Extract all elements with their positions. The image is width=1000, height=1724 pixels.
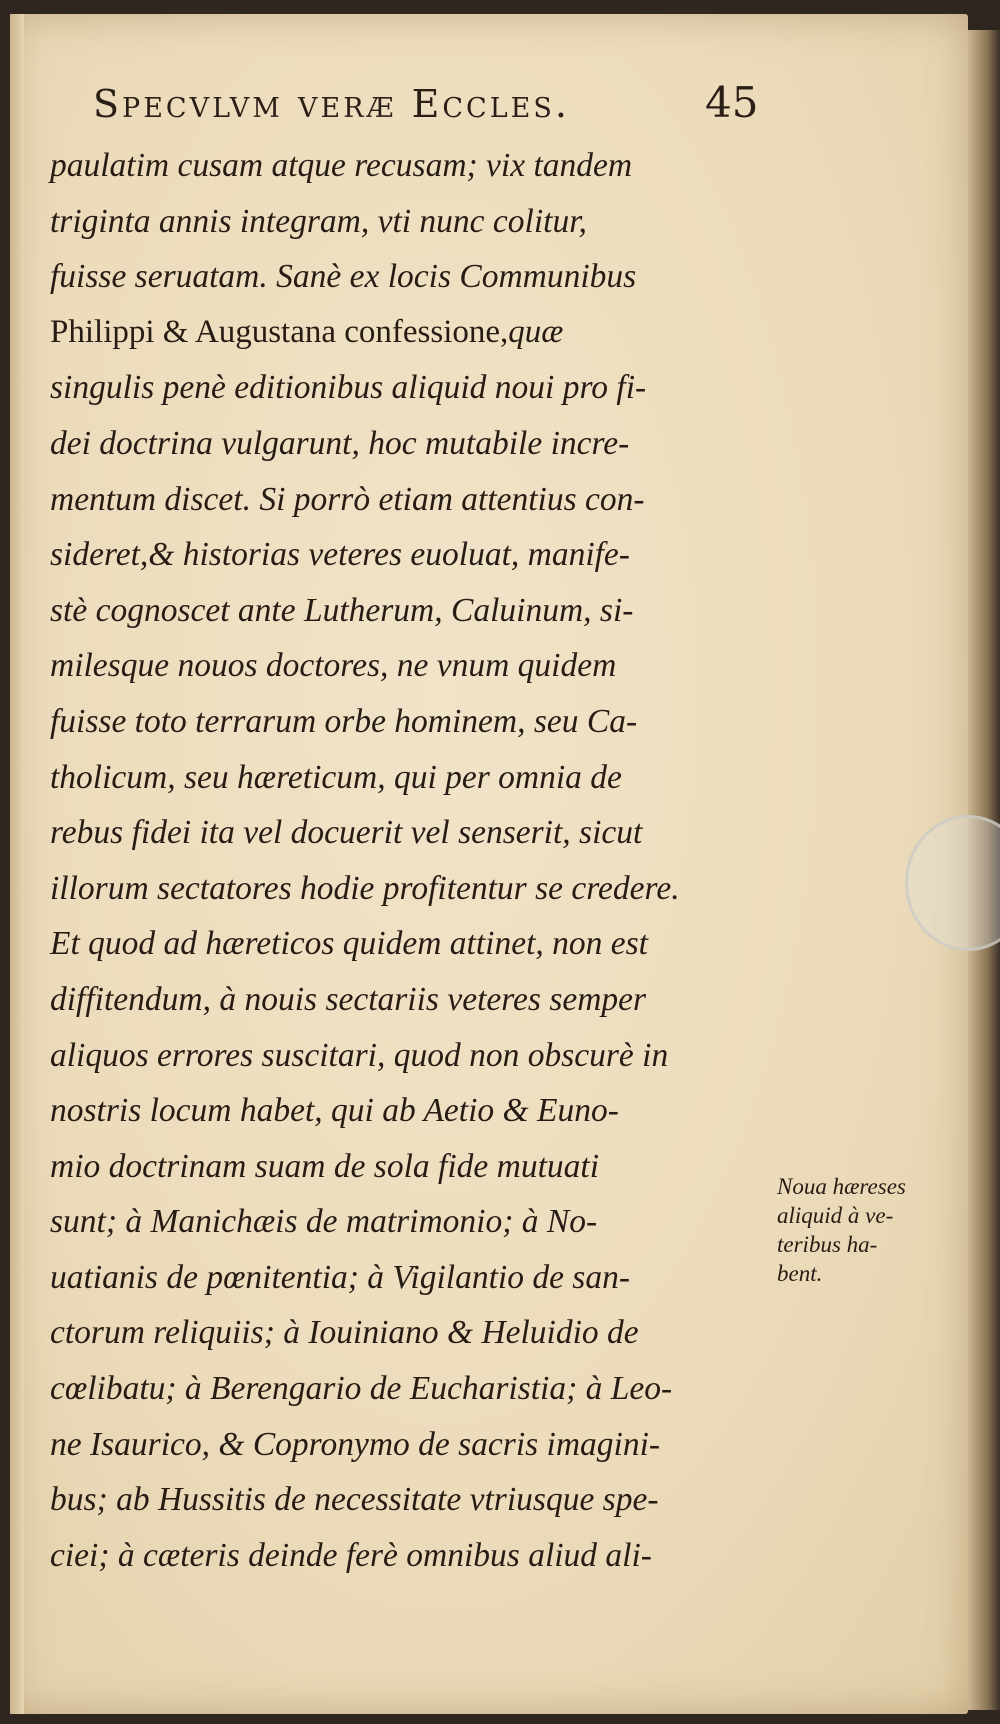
text-line: ciei; à cæteris deinde ferè omnibus aliud ali- [50,1536,652,1574]
main-text-block [50,138,780,1583]
text-line: stè cognoscet ante Lutherum, Caluinum, si- [50,591,634,629]
marginal-note-line: Noua hæreses [777,1174,906,1199]
text-line: mentum discet. Si porrò etiam attentius con- [50,480,645,518]
text-line: uatianis de pœnitentia; à Vigilantio de san- [50,1258,631,1296]
marginal-note [777,1172,957,1288]
text-line: dei doctrina vulgarunt, hoc mutabile incre- [50,424,630,462]
text-line: bus; ab Hussitis de necessitate vtriusque spe- [50,1481,659,1519]
page-gutter-edge [10,14,24,1714]
running-head-title: Specvlvm veræ Eccles. [93,82,570,126]
marginal-note-line: aliquid à ve- [777,1203,894,1228]
text-line: aliquos errores suscitari, quod non obscurè in [50,1036,669,1074]
text-line: paulatim cusam atque recusam; vix tandem [50,147,633,184]
text-line: fuisse toto terrarum orbe hominem, seu Ca- [50,702,638,740]
text-line: Et quod ad hæreticos quidem attinet, non est [50,925,648,963]
page-number: 45 [705,78,759,127]
text-line: nostris locum habet, qui ab Aetio & Euno- [50,1092,619,1130]
text-line-roman-part: Philippi & Augustana confessione, [50,313,509,350]
text-line: sideret,& historias veteres euoluat, manife- [50,536,630,574]
text-line: rebus fidei ita vel docuerit vel senserit, sicut [50,814,643,852]
text-line: sunt; à Manichæis de matrimonio; à No- [50,1203,598,1241]
text-line: triginta annis integram, vti nunc colitur, [50,202,587,240]
text-line-italic-tail: quæ [508,313,564,350]
text-line: fuisse seruatam. Sanè ex locis Communibus [50,258,637,296]
running-head [93,82,773,126]
text-line: tholicum, seu hæreticum, qui per omnia de [50,758,622,796]
text-line: diffitendum, à nouis sectariis veteres semper [50,980,647,1018]
text-line: mio doctrinam suam de sola fide mutuati [50,1147,600,1185]
text-line [50,305,780,361]
text-line: ne Isaurico, & Copronymo de sacris imagini- [50,1425,661,1463]
marginal-note-line: teribus ha- [777,1232,878,1257]
text-line: illorum sectatores hodie profitentur se credere. [50,869,680,907]
text-line: milesque nouos doctores, ne vnum quidem [50,647,617,685]
text-line: singulis penè editionibus aliquid noui pro fi- [50,369,647,407]
text-line: ctorum reliquiis; à Iouiniano & Heluidio de [50,1314,639,1352]
text-line: cœlibatu; à Berengario de Eucharistia; à Leo- [50,1370,673,1408]
marginal-note-line: bent. [777,1261,823,1286]
